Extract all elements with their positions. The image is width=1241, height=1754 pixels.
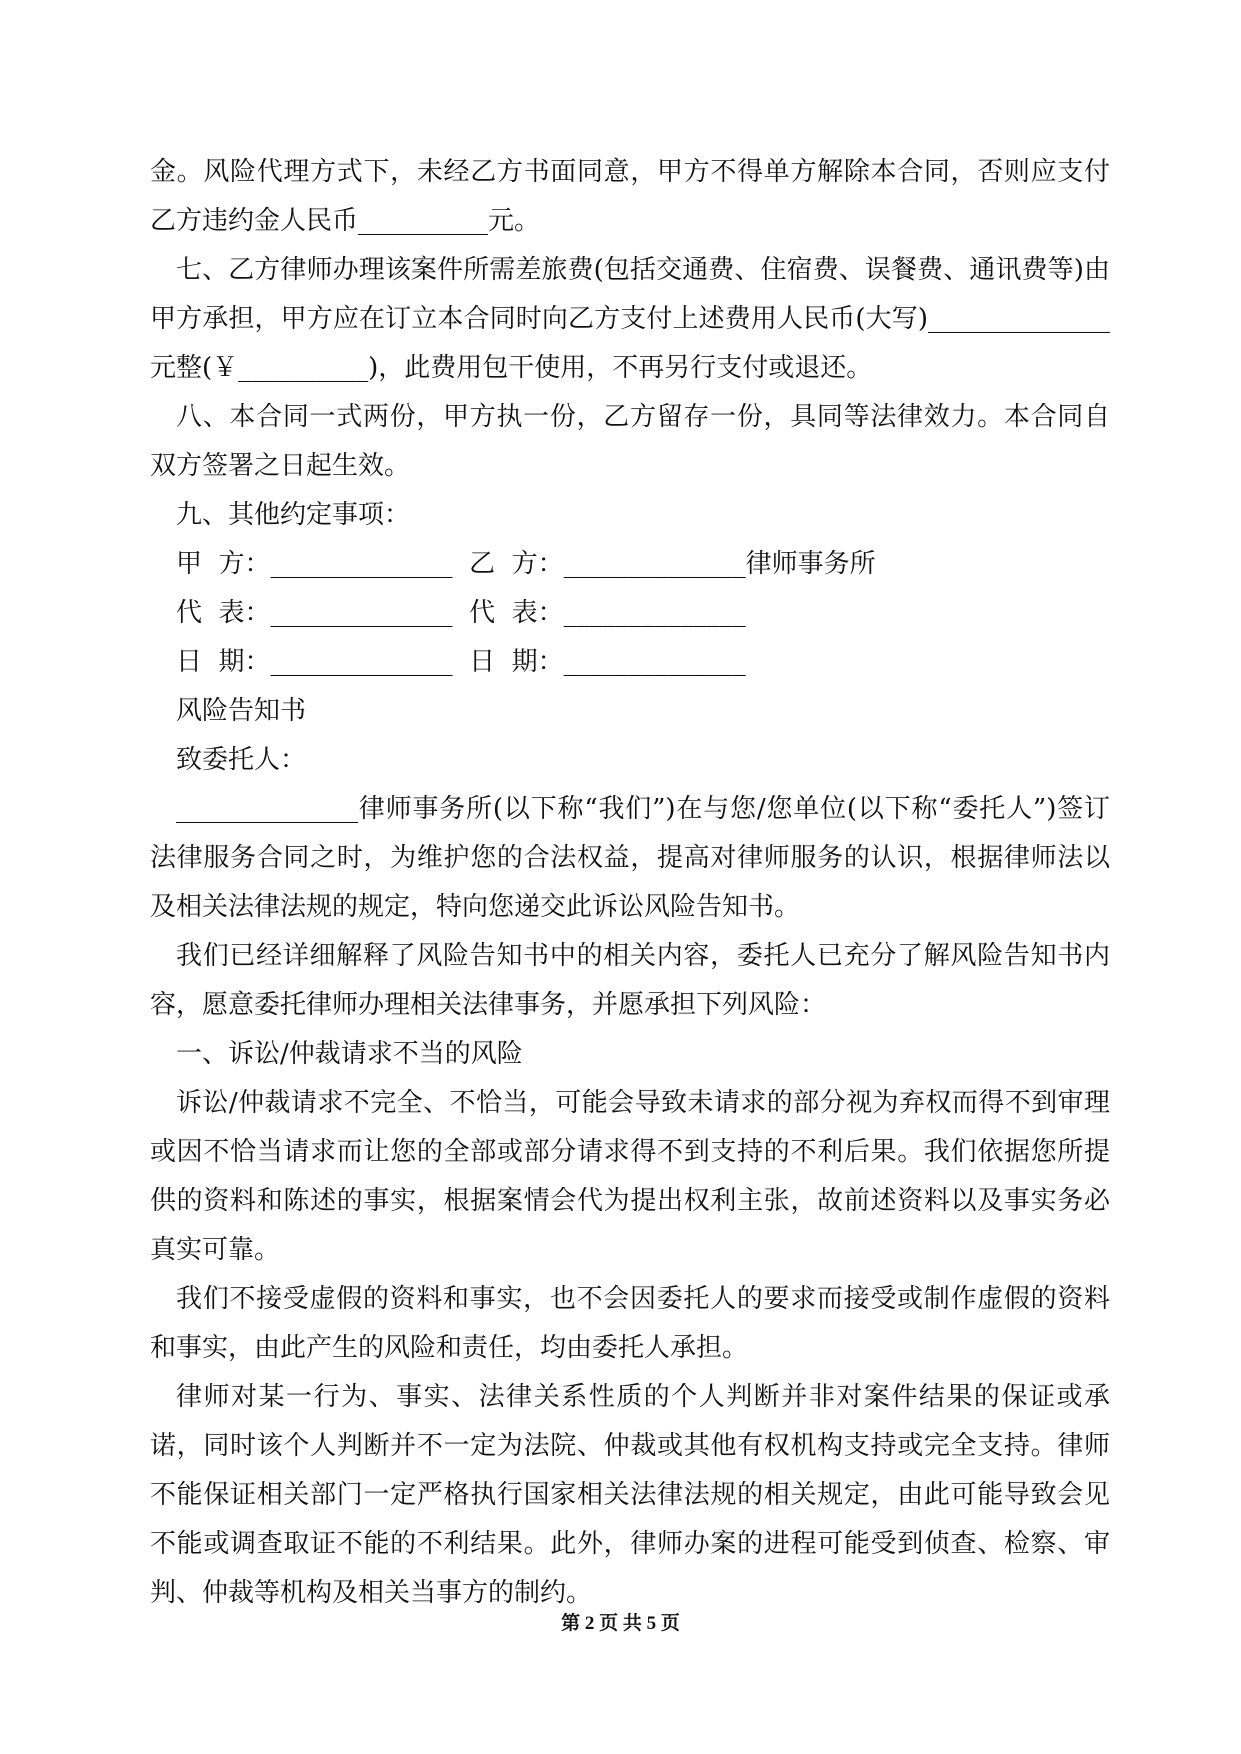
notice-heading-improper-claims: 一、诉讼/仲裁请求不当的风险: [176, 1039, 523, 1069]
notice-salutation: 致委托人：: [176, 745, 307, 775]
signature-row-party: [150, 540, 1110, 589]
signature-date-a: 日 期：______________: [176, 647, 453, 677]
document-body: [150, 148, 1110, 1618]
signature-row-representative: [150, 589, 1110, 638]
notice-paragraph-lawyer-judgment: 律师对某一行为、事实、法律关系性质的个人判断并非对案件结果的保证或承诺，同时该个人判断并不一定为法院、仲裁或其他有权机构支持或完全支持。律师不能保证相关部门一定严格执行国家相关法律法规的相关规定，由此可能导致会见不能或调查取证不能的不利结果。此外，律师办案的进程可能受到侦查、检察、审判、仲裁等机构及相关当事方的制约。: [150, 1382, 1110, 1608]
paragraph-other-terms: 九、其他约定事项：: [176, 500, 411, 530]
page-number: 第 2 页 共 5 页: [561, 1613, 680, 1634]
notice-title: 风险告知书: [176, 696, 307, 726]
notice-paragraph-acceptance: 我们已经详细解释了风险告知书中的相关内容，委托人已充分了解风险告知书内容，愿意委托律师办理相关法律事务，并愿承担下列风险：: [150, 941, 1110, 1020]
signature-row-date: [150, 638, 1110, 687]
notice-paragraph-intro: ______________律师事务所(以下称“我们”)在与您/您单位(以下称“委托人”)签订法律服务合同之时，为维护您的合法权益，提高对律师服务的认识，根据律师法以及相关法律法规的规定，特向您递交此诉讼风险告知书。: [150, 794, 1110, 922]
signature-rep-b: 代 表：______________: [469, 598, 746, 628]
paragraph-travel-expenses: 七、乙方律师办理该案件所需差旅费(包括交通费、住宿费、误餐费、通讯费等)由甲方承担，甲方应在订立本合同时向乙方支付上述费用人民币(大写)______________元整(￥__________)，此费用包干使用，不再另行支付或退还。: [150, 255, 1110, 383]
notice-paragraph-claims: 诉讼/仲裁请求不完全、不恰当，可能会导致未请求的部分视为弃权而得不到审理或因不恰当请求而让您的全部或部分请求得不到支持的不利后果。我们依据您所提供的资料和陈述的事实，根据案情会代为提出权利主张，故前述资料以及事实务必真实可靠。: [150, 1088, 1110, 1265]
paragraph-penalty: 金。风险代理方式下，未经乙方书面同意，甲方不得单方解除本合同，否则应支付乙方违约金人民币__________元。: [150, 157, 1110, 236]
signature-party-a: 甲 方：______________: [176, 549, 453, 579]
notice-paragraph-false-materials: 我们不接受虚假的资料和事实，也不会因委托人的要求而接受或制作虚假的资料和事实，由此产生的风险和责任，均由委托人承担。: [150, 1284, 1110, 1363]
signature-date-b: 日 期：______________: [469, 647, 746, 677]
paragraph-copies: 八、本合同一式两份，甲方执一份，乙方留存一份，具同等法律效力。本合同自双方签署之日起生效。: [150, 402, 1110, 481]
signature-rep-a: 代 表：______________: [176, 598, 453, 628]
signature-party-b: 乙 方：______________律师事务所: [469, 549, 876, 579]
